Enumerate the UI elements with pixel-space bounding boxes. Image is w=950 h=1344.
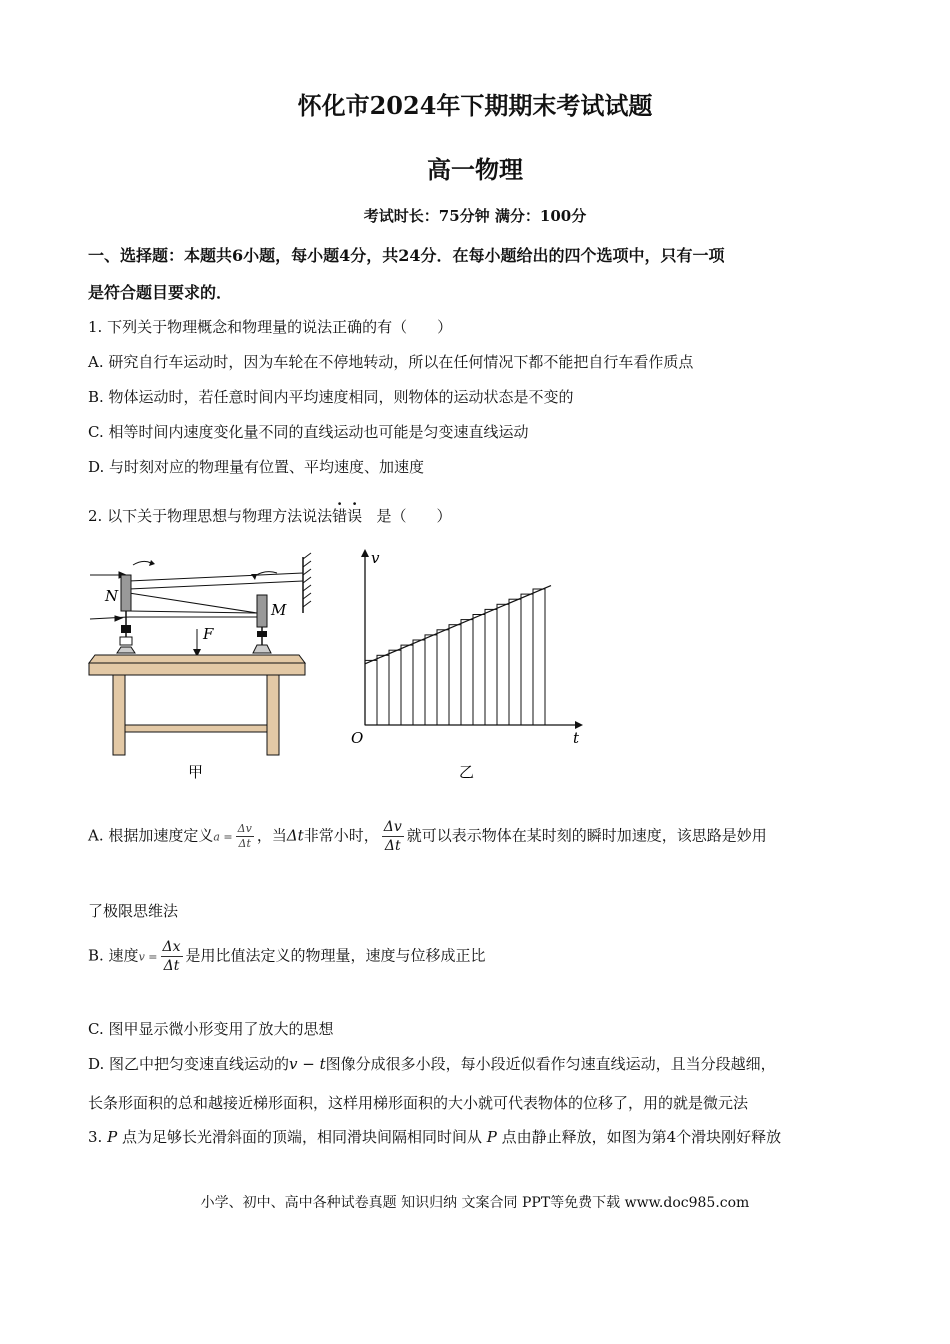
q1-option-a: A. 研究自行车运动时，因为车轮在不停地转动，所以在任何情况下都不能把自行车看作质点 — [88, 353, 694, 371]
q2-stem-post: 是（ ） — [376, 507, 452, 525]
table-top — [89, 655, 305, 663]
label-f: F — [203, 625, 214, 643]
q2-option-a: A. 根据加速度定义a = $\frac{\Delta v}{\Delta t}$ ，当Δt非常小时， $\frac{\Delta v}{\Delta t}$ 就可以表示物体在某时刻的瞬时加速度，该思路是妙用 — [88, 819, 767, 854]
figure-yi — [335, 545, 595, 785]
vt-strip — [521, 594, 533, 725]
caption-jia: 甲 — [188, 763, 204, 781]
label-m: M — [271, 601, 287, 619]
vt-strip — [413, 640, 425, 725]
vt-strip — [461, 620, 473, 725]
vt-strip — [497, 604, 509, 725]
exam-info: 考试时长：75分钟 满分：100分 — [363, 207, 587, 225]
paper-title: 怀化市2024年下期期末考试试题 — [297, 91, 653, 120]
q2-stem — [88, 505, 451, 526]
section-heading-line1: 一、选择题：本题共6小题，每小题4分，共24分．在每小题给出的四个选项中，只有一项 — [88, 246, 725, 265]
q3-stem: 3. P 点为足够长光滑斜面的顶端，相同滑块间隔相同时间从 P 点由静止释放，如图为第4个滑块刚好释放 — [88, 1128, 782, 1146]
table-leg-right — [267, 675, 279, 755]
mirror-m — [257, 595, 267, 627]
table-rail — [125, 725, 267, 732]
table-leg-left — [113, 675, 125, 755]
vt-strip — [509, 599, 521, 725]
vt-strip — [365, 660, 377, 725]
q1-stem: 1. 下列关于物理概念和物理量的说法正确的有（ ） — [88, 318, 453, 336]
x-axis-label: t — [573, 729, 580, 747]
q2-option-d: D. 图乙中把匀变速直线运动的v − t图像分成很多小段，每小段近似看作匀速直线运动，且当分段越细， — [88, 1055, 776, 1073]
vt-strip — [401, 645, 413, 725]
label-n: N — [105, 587, 119, 605]
origin-label: O — [351, 729, 364, 747]
q1-option-b: B. 物体运动时，若任意时间内平均速度相同，则物体的运动状态是不变的 — [88, 388, 574, 406]
q2-stem-pre: 2. 以下关于物理思想与物理方法说法 — [88, 507, 333, 525]
figure-jia — [85, 545, 315, 785]
q2-option-b: B. 速度v = $\frac{\Delta x}{\Delta t}$ 是用比值法定义的物理量，速度与位移成正比 — [88, 939, 486, 974]
emphasis-char-2: 误 — [347, 507, 363, 525]
vt-strip — [389, 650, 401, 725]
wall-hatch — [303, 553, 311, 607]
vt-strip — [437, 630, 449, 725]
q2-option-a-cont: 了极限思维法 — [88, 902, 179, 920]
caption-yi: 乙 — [459, 763, 475, 781]
vt-strip — [449, 625, 461, 725]
q2-option-c: C. 图甲显示微小形变用了放大的思想 — [88, 1020, 334, 1038]
vt-strip — [533, 589, 545, 725]
q1-option-d: D. 与时刻对应的物理量有位置、平均速度、加速度 — [88, 458, 425, 476]
y-axis-label: v — [371, 549, 380, 567]
vt-strip — [473, 615, 485, 726]
q2-option-d-cont: 长条形面积的总和越接近梯形面积，这样用梯形面积的大小就可代表物体的位移了，用的就是微元法 — [88, 1094, 749, 1112]
mirror-n — [121, 575, 131, 611]
vt-strip — [425, 635, 437, 725]
rotation-arrow-n — [133, 561, 151, 565]
section-heading-line2: 是符合题目要求的． — [88, 283, 233, 302]
vt-strip — [377, 655, 389, 725]
vt-strips — [365, 589, 545, 725]
emphasis-char-1: 错 — [332, 507, 348, 525]
page-footer: 小学、初中、高中各种试卷真题 知识归纳 文案合同 PPT等免费下载 www.doc985.com — [200, 1195, 750, 1211]
subject-title: 高一物理 — [427, 155, 523, 184]
vt-strip — [485, 609, 497, 725]
q1-option-c: C. 相等时间内速度变化量不同的直线运动也可能是匀变速直线运动 — [88, 423, 529, 441]
